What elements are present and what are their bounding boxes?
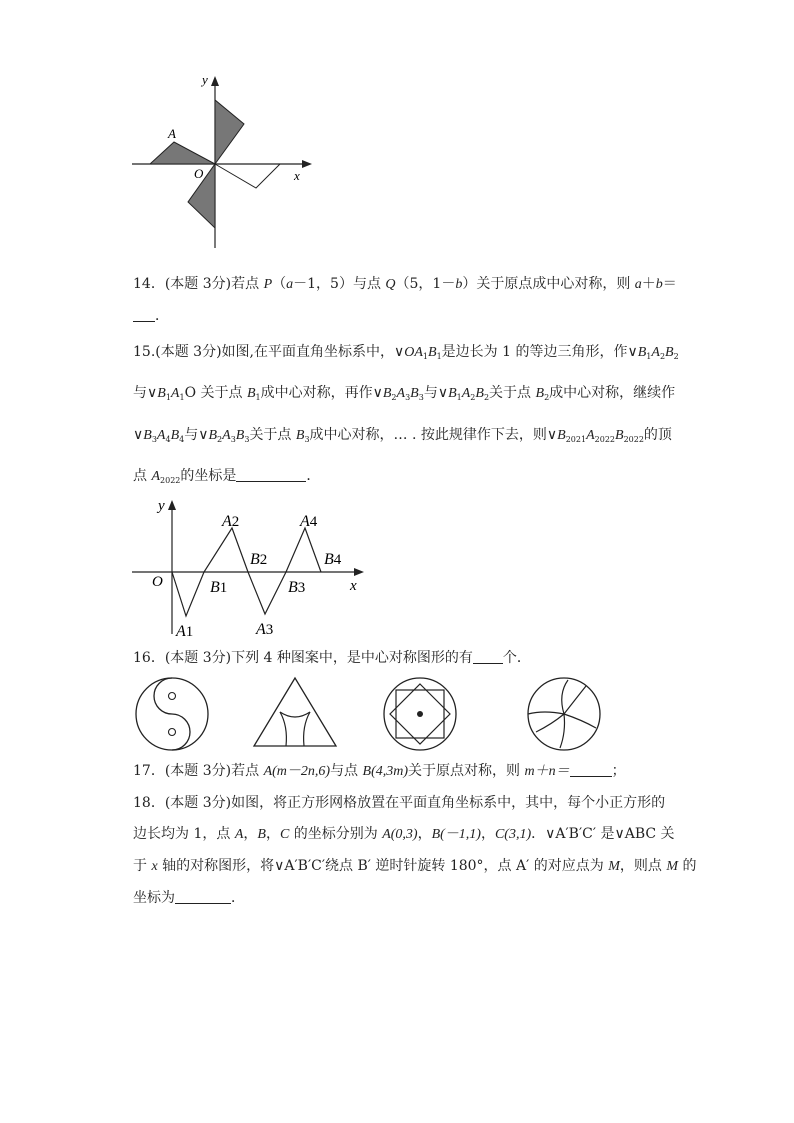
question-15-line-1: 15.(本题 3分)如图,在平面直角坐标系中，$\vee OA_1B_1$是边长为 1 的等边三角形，作$\vee B_1A_2B_2$ [133, 344, 679, 361]
question-18-line-1: 18．(本题 3分)如图，将正方形网格放置在平面直角坐标系中，其中，每个小正方形的 [133, 795, 666, 811]
shaded-triangle-left [150, 142, 215, 164]
label-a2: A2 [222, 513, 240, 530]
outline-triangle-right [215, 164, 280, 188]
x-axis-arrow [354, 568, 364, 576]
question-16: 16．(本题 3分)下列 4 种图案中，是中心对称图形的有 个． [133, 650, 531, 666]
origin-label: O [194, 166, 204, 181]
label-a4: A4 [300, 513, 318, 530]
answer-blank-15[interactable] [236, 467, 306, 482]
question-14-answer-line: ． [133, 306, 663, 326]
point-a-label: A [168, 126, 176, 141]
question-18-line-3: 于 x 轴的对称图形，将∨A′B′C′绕点 B′ 逆时针旋转 180°，点 A′ 的对应点为 M，则点 M 的 [133, 858, 697, 874]
answer-blank-16[interactable] [473, 649, 503, 664]
figure-pinwheel [128, 70, 318, 255]
origin-label: O [152, 574, 163, 590]
y-axis-arrow [168, 500, 176, 510]
label-a3: A3 [256, 621, 274, 638]
answer-blank-14[interactable] [133, 307, 155, 322]
label-a1: A1 [176, 623, 194, 640]
question-18-line-4: 坐标为 ． [133, 890, 245, 906]
answer-blank-17[interactable] [570, 762, 612, 777]
x-label: x [350, 578, 357, 594]
y-axis-arrow [211, 76, 219, 86]
shaded-triangle-top [215, 100, 244, 164]
question-18-line-2: 边长均为 1，点 A，B，C 的坐标分别为 A(0,3)，B(－1,1)，C(3,1)．∨A′B′C′ 是∨ABC 关 [133, 826, 675, 842]
figure-zigzag [128, 494, 373, 642]
pattern-triangle-arcs [250, 674, 340, 750]
answer-blank-18[interactable] [175, 889, 231, 904]
x-axis-arrow [302, 160, 312, 168]
x-axis-label: x [294, 168, 300, 183]
label-b3: B3 [288, 579, 306, 596]
pattern-circle-petals [524, 674, 604, 754]
y-label: y [158, 498, 165, 514]
y-axis-label: y [202, 72, 208, 87]
pattern-yin-yang [132, 674, 212, 754]
question-14: 14．(本题 3分)若点 P（a－1，5）与点 Q（5，1－b）关于原点成中心对称，则 a＋b＝ [133, 276, 677, 292]
question-17: 17．(本题 3分)若点 A(m－2n,6)与点 B(4,3m)关于原点对称，则 m＋n＝ ； [133, 763, 626, 779]
question-15-line-3: $\vee B_3A_4B_4$与$\vee B_2A_3B_3$关于点 $B_3$成中心对称，… . 按此规律作下去，则$\vee B_{2021}A_{2022}B_{2022}$的顶 [133, 427, 672, 444]
label-b2: B2 [250, 551, 268, 568]
question-15-line-4: 点 $A_{2022}$的坐标是 ． [133, 468, 321, 485]
label-b4: B4 [324, 551, 342, 568]
question-15-line-2: 与$\vee B_1A_1O$ 关于点 $B_1$成中心对称，再作$\vee B_2A_3B_3$与$\vee B_1A_2B_2$关于点 $B_2$成中心对称，继续作 [133, 385, 676, 402]
label-b1: B1 [210, 579, 228, 596]
pattern-circle-square [380, 674, 460, 754]
